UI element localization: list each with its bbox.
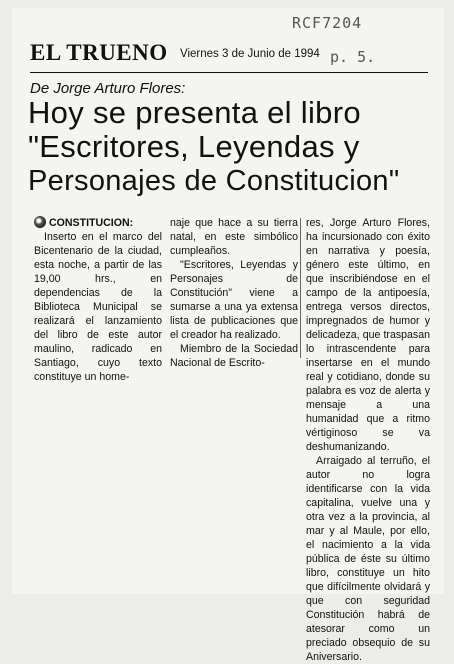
article-paragraph: Arraigado al terruño, el autor no logra identificarse con la vida capitalina, vuelve una y otra vez a la provincia, al mar y al Maule, por ello, el nacimiento a la vida pública de éste su último libro, constituye un hito que difícilmente olvidará y que con seguridad Constitución habrá de atesorar como un preciado obsequio de su Aniversario.	[306, 455, 430, 663]
article-column-1	[34, 216, 162, 384]
column-divider	[300, 218, 301, 358]
newspaper-masthead: EL TRUENO	[30, 40, 168, 65]
headline-line-1: Hoy se presenta el libro	[28, 95, 361, 130]
headline-line-2: "Escritores, Leyendas y	[28, 129, 360, 164]
masthead-rule	[30, 72, 428, 73]
article-paragraph: Inserto en el marco del Bicentenario de la ciudad, esta noche, a partir de las 19,00 hrs., en dependencias de la Biblioteca Municipal se realizará el lanzamiento del libro de este autor maulino, radicado en Santiago, cuyo texto constituye un home-	[34, 231, 162, 383]
byline: De Jorge Arturo Flores:	[30, 80, 186, 97]
bullet-icon	[34, 216, 46, 228]
handwritten-page-number: p. 5.	[330, 48, 376, 66]
article-paragraph: Miembro de la Sociedad Nacional de Escrito-	[170, 343, 298, 369]
article-column-3	[306, 216, 430, 664]
article-paragraph: "Escritores, Leyendas y Personajes de Constitución" viene a sumarse a una ya extensa lista de publicaciones que el creador ha realizado.	[170, 259, 298, 341]
headline-line-3: Personajes de Constitucion"	[28, 165, 400, 197]
article-paragraph: naje que hace a su tierra natal, en este simbólico cumpleaños.	[170, 217, 298, 257]
article-paragraph: res, Jorge Arturo Flores, ha incursionado con éxito en narrativa y poesía, género este último, en que inscribiéndose en el campo de la antipoesía, entrega versos directos, impregnados de humor y delicadeza, que traspasan lo intrascendente para insertarse en el mundo real y cotidiano, donde su palabra es voz de alerta y mensaje a una humanidad que a ritmo vértiginoso se va deshumanizando.	[306, 217, 430, 453]
article-column-2	[170, 216, 298, 370]
dateline-location: CONSTITUCION:	[49, 217, 134, 229]
publication-date: Viernes 3 de Junio de 1994	[180, 48, 320, 60]
handwritten-reference: RCF7204	[292, 14, 363, 32]
